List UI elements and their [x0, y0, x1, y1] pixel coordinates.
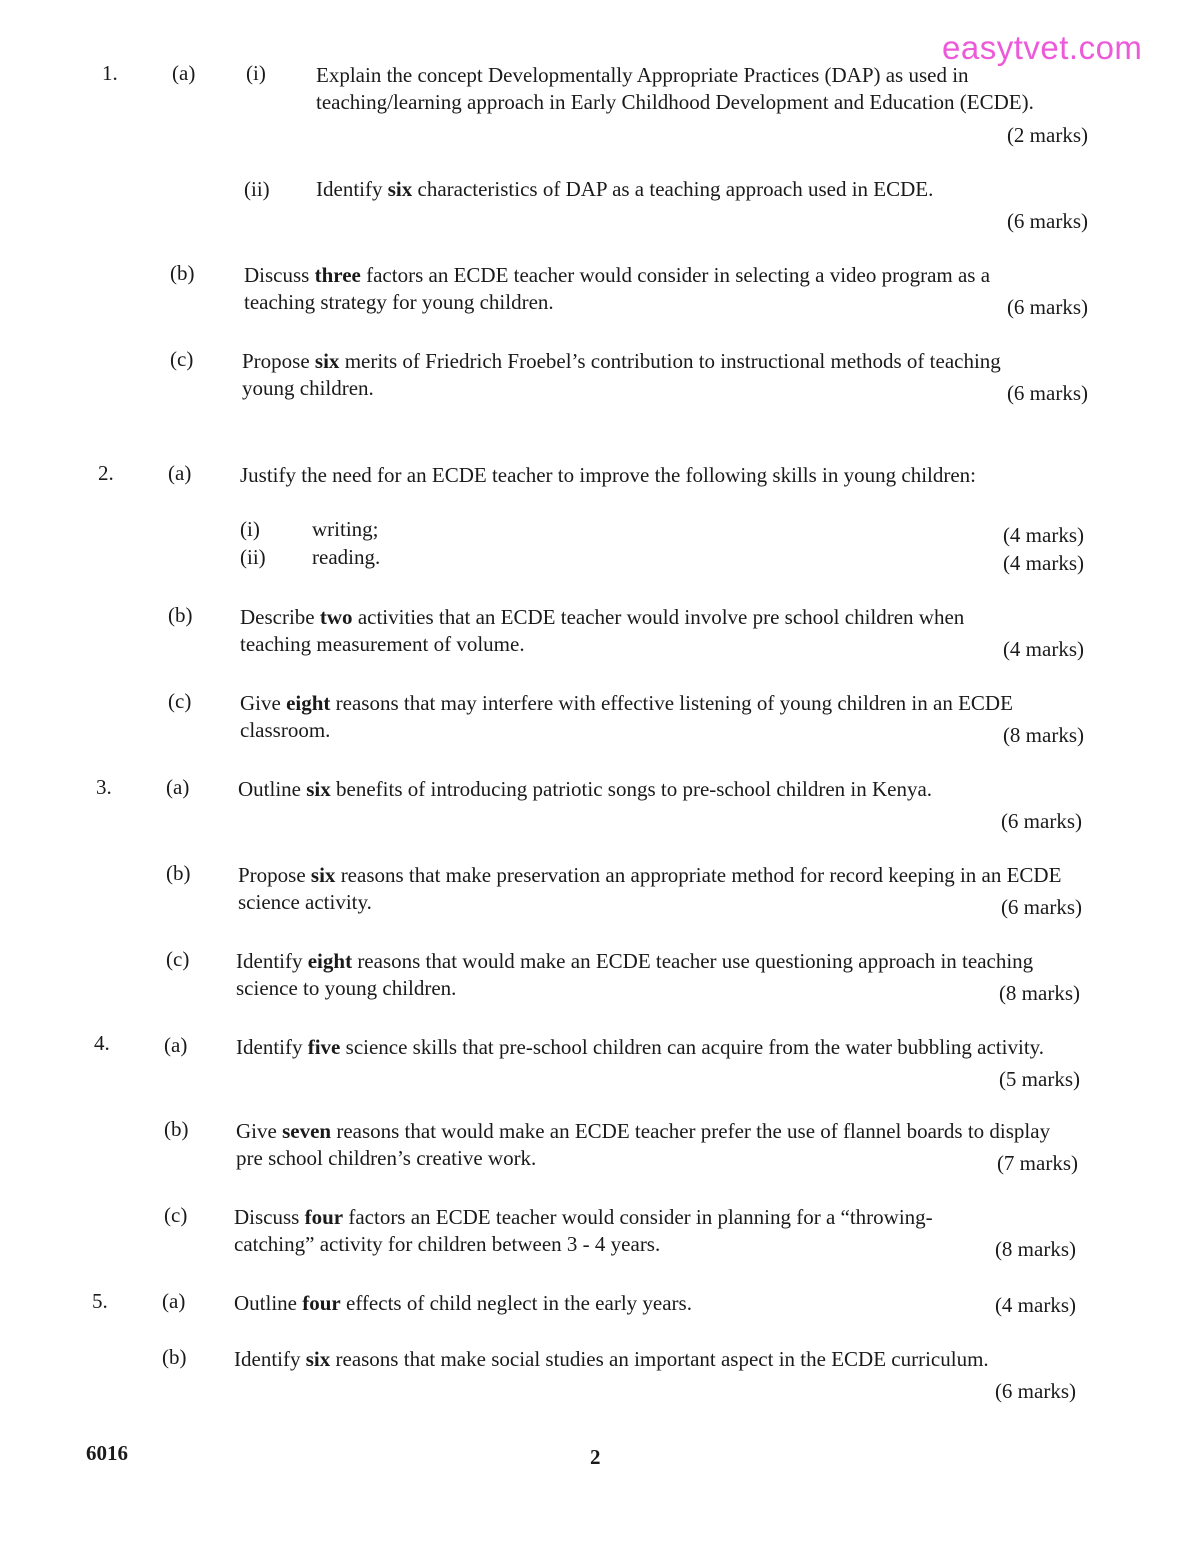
question-text: Identify six reasons that make social studies an important aspect in the ECDE curriculum. — [234, 1347, 989, 1371]
part-label: (a) — [166, 775, 190, 799]
part-label: (a) — [172, 61, 196, 85]
part-label: (b) — [166, 861, 191, 885]
question-text: Discuss three factors an ECDE teacher would consider in selecting a video program as a teaching strategy for young children. — [244, 263, 991, 314]
subpart-label: (i) — [240, 517, 260, 541]
question-text: Describe two activities that an ECDE teacher would involve pre school children when teaching measurement of volume. — [240, 605, 965, 656]
marks: (6 marks) — [1006, 209, 1088, 233]
marks: (5 marks) — [998, 1067, 1080, 1091]
marks: (6 marks) — [1000, 895, 1082, 919]
question-text: Propose six reasons that make preservation an appropriate method for record keeping in an ECDE science activity. — [238, 863, 1062, 914]
question-text: Give seven reasons that would make an ECDE teacher prefer the use of flannel boards to display pre school children’s creative work. — [236, 1119, 1051, 1170]
marks: (4 marks) — [994, 1293, 1076, 1317]
question-text: Outline six benefits of introducing patriotic songs to pre-school children in Kenya. — [238, 777, 933, 801]
marks: (4 marks) — [1002, 551, 1084, 575]
question-number: 4. — [94, 1031, 110, 1055]
question-number: 2. — [98, 461, 114, 485]
subpart-label: (ii) — [240, 545, 266, 569]
question-number: 3. — [96, 775, 112, 799]
question-text: Discuss four factors an ECDE teacher would consider in planning for a “throwing-catching” activity for children between 3 - 4 years. — [234, 1205, 933, 1256]
subpart-label: (i) — [246, 61, 266, 85]
question-number: 1. — [102, 61, 118, 85]
part-label: (b) — [164, 1117, 189, 1141]
question-text: writing; — [312, 517, 379, 541]
part-label: (b) — [168, 603, 193, 627]
part-label: (a) — [168, 461, 192, 485]
question-text: Justify the need for an ECDE teacher to improve the following skills in young children: — [240, 463, 977, 487]
marks: (4 marks) — [1002, 523, 1084, 547]
question-text: Explain the concept Developmentally Appropriate Practices (DAP) as used in teaching/learning approach in Early Childhood Development and Education (ECDE). — [316, 63, 1034, 114]
part-label: (c) — [170, 347, 194, 371]
part-label: (c) — [168, 689, 192, 713]
marks: (8 marks) — [1002, 723, 1084, 747]
marks: (2 marks) — [1006, 123, 1088, 147]
part-label: (a) — [164, 1033, 188, 1057]
question-text: Identify five science skills that pre-school children can acquire from the water bubbling activity. — [236, 1035, 1045, 1059]
part-label: (b) — [162, 1345, 187, 1369]
marks: (6 marks) — [1006, 381, 1088, 405]
part-label: (c) — [166, 947, 190, 971]
question-text: Propose six merits of Friedrich Froebel’s contribution to instructional methods of teaching young children. — [242, 349, 1001, 400]
watermark: easytvet.com — [942, 29, 1143, 66]
question-text: Identify six characteristics of DAP as a teaching approach used in ECDE. — [316, 177, 934, 201]
page-number: 2 — [590, 1445, 601, 1469]
subpart-label: (ii) — [244, 177, 270, 201]
question-number: 5. — [92, 1289, 108, 1313]
marks: (6 marks) — [1006, 295, 1088, 319]
marks: (7 marks) — [996, 1151, 1078, 1175]
marks: (6 marks) — [1000, 809, 1082, 833]
question-text: Identify eight reasons that would make an ECDE teacher use questioning approach in teaching science to young children. — [236, 949, 1034, 1000]
part-label: (a) — [162, 1289, 186, 1313]
marks: (8 marks) — [998, 981, 1080, 1005]
marks: (6 marks) — [994, 1379, 1076, 1403]
part-label: (b) — [170, 261, 195, 285]
question-text: reading. — [312, 545, 381, 569]
question-text: Give eight reasons that may interfere with effective listening of young children in an ECDE classroom. — [240, 691, 1013, 742]
marks: (4 marks) — [1002, 637, 1084, 661]
question-text: Outline four effects of child neglect in the early years. — [234, 1291, 692, 1315]
paper-code: 6016 — [86, 1441, 128, 1465]
marks: (8 marks) — [994, 1237, 1076, 1261]
part-label: (c) — [164, 1203, 188, 1227]
